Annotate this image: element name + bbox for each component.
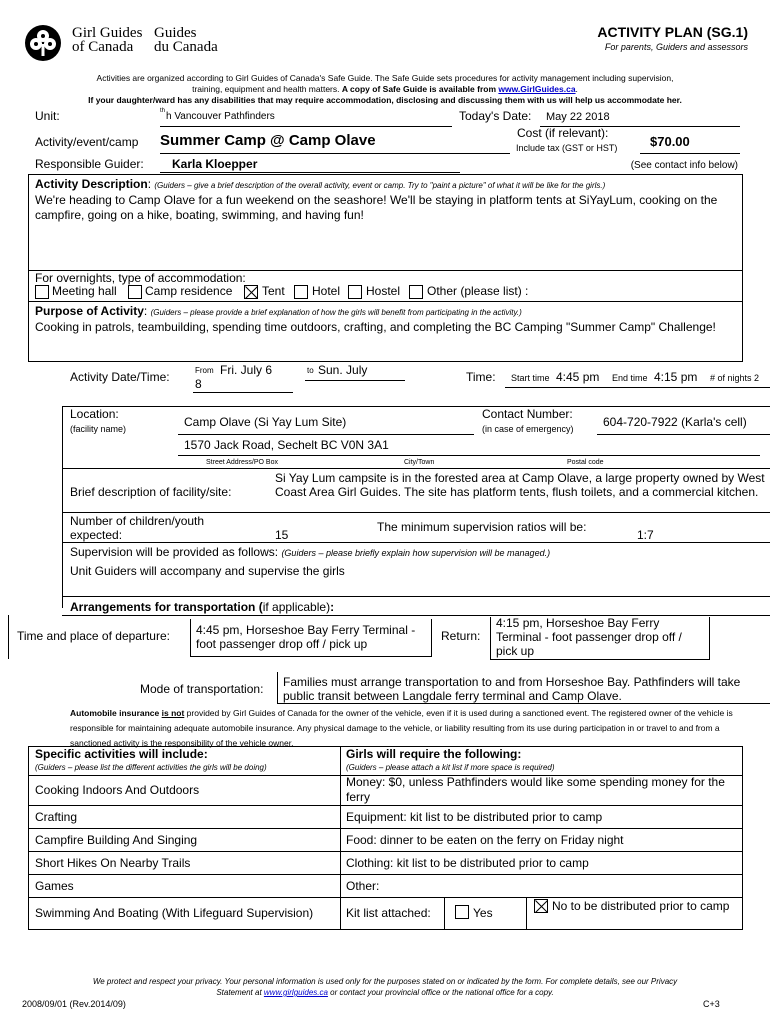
- activities-hint: (Guiders – please list the different activities the girls will be doing): [35, 763, 267, 772]
- children-label-line1: Number of children/youth: [70, 514, 205, 528]
- purpose-text[interactable]: Cooking in patrols, teambuilding, spending time outdoors, crafting, and completing the BC Camping "Summer Camp" Challenge!: [35, 320, 716, 334]
- departure-value[interactable]: 4:45 pm, Horseshoe Bay Ferry Terminal - foot passenger drop off / pick up: [196, 623, 416, 651]
- option-hostel: Hostel: [366, 284, 401, 298]
- supervision-text[interactable]: Unit Guiders will accompany and supervise the girls: [70, 564, 345, 578]
- activity-value[interactable]: Summer Camp @ Camp Olave: [160, 132, 376, 149]
- purpose-hint: (Guiders – please provide a brief explanation of how the girls will benefit from participating in the activity.): [150, 308, 522, 317]
- start-time-value[interactable]: 4:45 pm: [556, 370, 600, 384]
- intro-line-2-end: .: [575, 84, 578, 94]
- to-label: to: [307, 366, 314, 375]
- from-date-continued: 8: [195, 377, 202, 391]
- requirements-hint: (Guiders – please attach a kit list if more space is required): [346, 763, 555, 772]
- to-date-value[interactable]: Sun. July: [318, 363, 368, 377]
- insurance-text: provided by Girl Guides of Canada for the owner of the vehicle, even if it is used during a sanctioned event. The registered owner of the vehicle is responsible for maintaining adequate automobile insurance. Any physical damage to the vehicle, or liability resulting from its use during participation in or travel to and from a sanctioned activity is the responsibility of the vehicle owner.: [70, 708, 733, 748]
- contact-number-value[interactable]: 604-720-7922 (Karla's cell): [603, 415, 747, 429]
- trefoil-icon: [24, 24, 62, 62]
- form-subtitle: For parents, Guiders and assessors: [604, 42, 748, 52]
- privacy-line-1: We protect and respect your privacy. Your personal information is used only for the purposes stated on or indicated by the form. For complete details, see our Privacy: [92, 977, 678, 986]
- logo-text-en-2: of Canada: [72, 39, 134, 55]
- city-label: City/Town: [404, 459, 435, 466]
- requirement-item[interactable]: Equipment: kit list to be distributed prior to camp: [346, 810, 603, 824]
- requirement-item[interactable]: Other:: [346, 879, 380, 893]
- intro-line-3: If your daughter/ward has any disabilities that may require accommodation, disclosing and discussing them with us will help us accommodate her.: [88, 95, 682, 105]
- insurance-notice: [70, 706, 760, 751]
- from-label: From: [195, 366, 214, 375]
- supervision-label: Supervision will be provided as follows:: [70, 545, 282, 559]
- checkbox-kit-yes[interactable]: [455, 905, 469, 919]
- requirement-item[interactable]: Money: $0, unless Pathfinders would like some spending money for the ferry: [346, 775, 725, 804]
- contact-note: [631, 160, 738, 171]
- privacy-line-2: [0, 988, 770, 997]
- logo-text-fr-2: du Canada: [154, 39, 218, 55]
- return-label: Return:: [441, 629, 481, 643]
- transportation-heading-normal: if applicable): [262, 600, 331, 614]
- activity-description-label: Activity Description: [35, 177, 148, 191]
- option-hotel: Hotel: [312, 284, 341, 298]
- purpose-label: Purpose of Activity: [35, 304, 144, 318]
- option-meeting-hall: Meeting hall: [52, 284, 117, 298]
- option-camp-residence: Camp residence: [145, 284, 233, 298]
- activity-description-hint: (Guiders – give a brief description of the overall activity, event or camp. Try to "paint a picture" of what it will be like for the girls.): [154, 181, 606, 190]
- accommodation-label: For overnights, type of accommodation:: [35, 271, 246, 285]
- activity-item[interactable]: Crafting: [35, 810, 78, 824]
- facility-description-label: Brief description of facility/site:: [70, 485, 232, 499]
- privacy-link[interactable]: www.girlguides.ca: [263, 988, 328, 997]
- transportation-heading-colon: :: [330, 600, 335, 614]
- intro-line-2-bold: A copy of Safe Guide is available from: [341, 84, 499, 94]
- activity-description-text[interactable]: We're heading to Camp Olave for a fun weekend on the seashore! We'll be staying in platform tents at SiYayLum, cooking on the campfire, going on a hike, boating, swimming, and having fun!: [35, 193, 718, 222]
- children-label-line2: expected:: [70, 528, 123, 542]
- end-time-label: End time: [612, 373, 648, 383]
- kit-no-label: No to be distributed prior to camp: [552, 899, 730, 913]
- children-count-value[interactable]: 15: [275, 528, 289, 542]
- supervision-hint: (Guiders – please briefly explain how supervision will be managed.): [281, 548, 551, 558]
- revision-date: 2008/09/01 (Rev.2014/09): [22, 999, 126, 1009]
- contact-number-sublabel: (in case of emergency): [482, 424, 574, 434]
- checkbox-hostel[interactable]: [348, 285, 362, 299]
- insurance-underline: is not: [161, 708, 185, 718]
- start-time-label: Start time: [511, 373, 550, 383]
- option-other: Other (please list) :: [427, 284, 529, 298]
- activity-date-label: Activity Date/Time:: [70, 370, 170, 384]
- transportation-heading: [70, 600, 334, 614]
- accommodation-options: [35, 284, 735, 300]
- activity-item[interactable]: Cooking Indoors And Outdoors: [35, 783, 200, 797]
- activity-description-colon: :: [147, 177, 155, 191]
- checkbox-camp-residence[interactable]: [128, 285, 142, 299]
- activity-label: Activity/event/camp: [35, 135, 139, 149]
- return-value[interactable]: 4:15 pm, Horseshoe Bay Ferry Terminal - foot passenger drop off / pick up: [496, 616, 682, 658]
- postal-code-label: Postal code: [567, 459, 604, 466]
- purpose-heading: [35, 304, 522, 318]
- intro-line-2: [0, 84, 770, 94]
- responsible-guider-label: Responsible Guider:: [35, 157, 144, 171]
- intro-line-2-text: training, equipment and health matters.: [192, 84, 342, 94]
- supervision-ratio-label: The minimum supervision ratios will be:: [377, 520, 587, 534]
- checkbox-meeting-hall[interactable]: [35, 285, 49, 299]
- logo-text-fr-1: Guides: [154, 25, 197, 41]
- privacy-line-2-pre: Statement at: [216, 988, 264, 997]
- cost-label: Cost (if relevant):: [517, 126, 609, 140]
- kit-list-label: Kit list attached:: [346, 906, 431, 920]
- form-code: C+3: [703, 999, 720, 1009]
- nights-label: [710, 373, 759, 383]
- address-value[interactable]: 1570 Jack Road, Sechelt BC V0N 3A1: [184, 438, 389, 452]
- departure-label: Time and place of departure:: [17, 629, 170, 643]
- kit-yes-label: Yes: [473, 906, 493, 920]
- responsible-guider-value[interactable]: Karla Kloepper: [172, 157, 258, 171]
- cost-value[interactable]: $70.00: [650, 134, 690, 149]
- requirement-item[interactable]: Food: dinner to be eaten on the ferry on Friday night: [346, 833, 624, 847]
- logo-text-en-1: Girl Guides: [72, 25, 143, 41]
- girlguides-link[interactable]: www.GirlGuides.ca: [498, 84, 576, 94]
- todays-date-label: Today's Date:: [459, 109, 532, 123]
- activity-item[interactable]: Swimming And Boating (With Lifeguard Supervision): [35, 906, 314, 920]
- location-sublabel: (facility name): [70, 424, 127, 434]
- insurance-bold: Automobile insurance: [70, 708, 162, 718]
- purpose-colon: :: [143, 304, 151, 318]
- privacy-line-2-post: or contact your provincial office or the national office for a copy.: [327, 988, 554, 997]
- checkbox-other[interactable]: [409, 285, 423, 299]
- activity-description-heading: [35, 177, 605, 191]
- nights-label-text: # of nights: [710, 373, 752, 383]
- nights-value[interactable]: 2: [754, 373, 760, 383]
- supervision-ratio-value[interactable]: 1:7: [637, 528, 654, 542]
- street-address-label: Street Address/PO Box: [206, 459, 278, 466]
- children-label: [70, 514, 204, 542]
- supervision-heading: [70, 545, 550, 559]
- activity-item[interactable]: Short Hikes On Nearby Trails: [35, 856, 191, 870]
- unit-label: Unit:: [35, 109, 60, 123]
- todays-date-value[interactable]: May 22 2018: [546, 111, 610, 123]
- time-label: Time:: [466, 370, 496, 384]
- checkbox-tent[interactable]: [244, 285, 258, 299]
- checkbox-hotel[interactable]: [294, 285, 308, 299]
- activities-heading: Specific activities will include:: [35, 747, 208, 761]
- requirement-item[interactable]: Clothing: kit list to be distributed prior to camp: [346, 856, 589, 870]
- option-tent: Tent: [262, 284, 285, 298]
- mode-label: Mode of transportation:: [140, 682, 264, 696]
- contact-note-text: (See contact info below): [630, 160, 738, 171]
- intro-line-1: Activities are organized according to Girl Guides of Canada's Safe Guide. The Safe Guide sets procedures for activity management including supervision,: [96, 73, 674, 83]
- cost-sublabel: Include tax (GST or HST): [516, 143, 618, 153]
- activity-item[interactable]: Games: [35, 879, 74, 893]
- form-title: ACTIVITY PLAN (SG.1): [597, 24, 748, 40]
- end-time-value[interactable]: 4:15 pm: [654, 370, 698, 384]
- location-label: Location:: [70, 407, 119, 421]
- mode-value[interactable]: Families must arrange transportation to and from Horseshoe Bay. Pathfinders will take public transit between Langdale ferry terminal and Camp Olave.: [283, 675, 741, 703]
- activity-item[interactable]: Campfire Building And Singing: [35, 833, 198, 847]
- contact-number-label: Contact Number:: [482, 407, 573, 421]
- logo: [24, 24, 234, 64]
- location-value[interactable]: Camp Olave (Si Yay Lum Site): [184, 415, 347, 429]
- unit-sup: th: [160, 108, 166, 114]
- unit-value[interactable]: h Vancouver Pathfinders: [166, 111, 275, 122]
- transportation-heading-bold: Arrangements for transportation (: [70, 600, 263, 614]
- requirements-heading: Girls will require the following:: [346, 747, 522, 761]
- from-date-value[interactable]: Fri. July 6: [220, 363, 273, 377]
- facility-description-text[interactable]: Si Yay Lum campsite is in the forested area at Camp Olave, a large property owned by West Coast Area Girl Guides. The site has platform tents, flush toilets, and a commercial kitchen.: [275, 471, 765, 499]
